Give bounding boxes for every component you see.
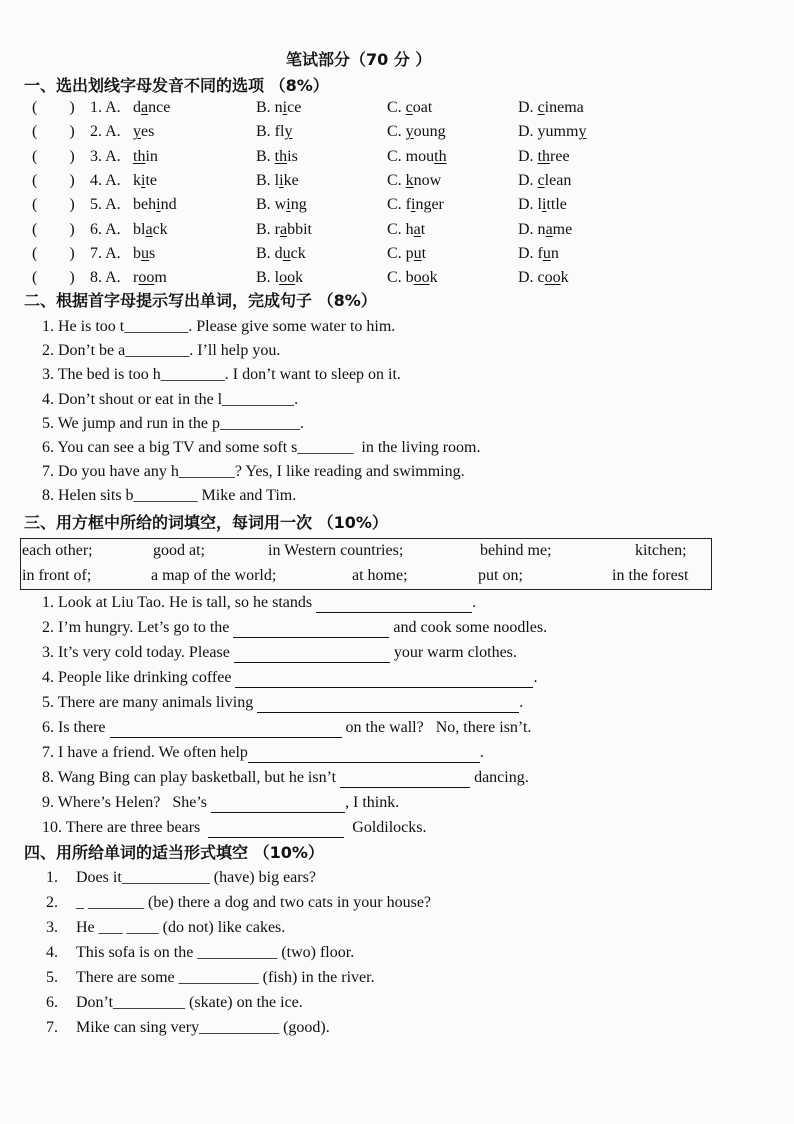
page-title: 笔试部分（70 分 ）: [286, 50, 432, 69]
option-b: B. rabbit: [256, 220, 312, 238]
answer-blank[interactable]: [235, 671, 533, 688]
answer-blank[interactable]: [211, 796, 345, 813]
option-d: D. yummy: [518, 123, 587, 141]
word-bank-phrase: in Western countries;: [268, 542, 404, 559]
fill-in-sentence: Don’t_________ (skate) on the ice.: [76, 994, 303, 1011]
fill-in-sentence: 3. The bed is too h________. I don’t want to sleep on it.: [42, 366, 401, 384]
fill-in-sentence: Does it___________ (have) big ears?: [76, 869, 316, 886]
question-number: 4. A.: [90, 171, 121, 189]
word-bank-phrase: in front of;: [22, 567, 92, 584]
question-number: 5.: [46, 969, 58, 986]
fill-in-sentence: 1. He is too t________. Please give some water to him.: [42, 318, 396, 335]
option-a: room: [133, 269, 167, 287]
fill-in-sentence: 7. I have a friend. We often help .: [42, 744, 484, 761]
question-number: 1. A.: [90, 99, 121, 116]
question-number: 6.: [46, 994, 58, 1011]
option-a: thin: [133, 147, 158, 165]
answer-paren: ( ): [32, 269, 75, 287]
fill-in-sentence: 4. People like drinking coffee .: [42, 669, 538, 686]
question-number: 2. A.: [90, 123, 121, 141]
word-bank-phrase: good at;: [153, 542, 205, 559]
question-number: 7. A.: [90, 244, 121, 262]
fill-in-sentence: 2. Don’t be a________. I’ll help you.: [42, 342, 281, 360]
fill-in-sentence: Mike can sing very__________ (good).: [76, 1019, 330, 1036]
fill-in-sentence: _ _______ (be) there a dog and two cats in your house?: [76, 894, 432, 911]
fill-in-sentence: He ___ ____ (do not) like cakes.: [76, 919, 286, 936]
word-bank-phrase: kitchen;: [635, 542, 687, 559]
option-b: B. wing: [256, 196, 307, 214]
answer-paren: ( ): [32, 171, 75, 189]
question-number: 3. A.: [90, 147, 121, 165]
question-number: 8. A.: [90, 269, 121, 287]
question-number: 3.: [46, 919, 58, 936]
option-c: C. book: [387, 269, 438, 287]
option-d: D. name: [518, 220, 573, 238]
option-a: behind: [133, 196, 177, 214]
answer-blank[interactable]: [234, 646, 390, 663]
section1-heading: 一、选出划线字母发音不同的选项 （8%）: [24, 76, 329, 95]
fill-in-sentence: 1. Look at Liu Tao. He is tall, so he stands .: [42, 594, 477, 611]
answer-blank[interactable]: [248, 746, 480, 763]
option-c: C. hat: [387, 220, 426, 238]
answer-blank[interactable]: [110, 721, 342, 738]
option-c: C. finger: [387, 196, 444, 214]
option-a: black: [133, 220, 168, 238]
section3-heading: 三、用方框中所给的词填空，每词用一次 （10%）: [24, 513, 388, 532]
fill-in-sentence: 3. It’s very cold today. Please your warm clothes.: [42, 644, 517, 661]
fill-in-sentence: This sofa is on the __________ (two) floor.: [76, 944, 355, 961]
option-b: B. this: [256, 147, 298, 165]
answer-paren: ( ): [32, 147, 75, 165]
word-bank-phrase: put on;: [478, 567, 523, 584]
option-d: D. fun: [518, 244, 559, 262]
option-d: D. clean: [518, 171, 572, 189]
option-b: B. look: [256, 269, 304, 287]
option-c: C. know: [387, 171, 442, 189]
option-b: B. fly: [256, 123, 293, 141]
section4-heading: 四、用所给单词的适当形式填空 （10%）: [24, 843, 324, 862]
question-number: 6. A.: [90, 220, 121, 238]
option-c: C. mouth: [387, 147, 447, 165]
question-number: 7.: [46, 1019, 58, 1036]
answer-blank[interactable]: [316, 596, 472, 613]
word-bank-phrase: in the forest: [612, 567, 689, 584]
fill-in-sentence: 6. Is there on the wall? No, there isn’t.: [42, 719, 532, 736]
answer-paren: ( ): [32, 123, 75, 141]
answer-paren: ( ): [32, 220, 75, 238]
option-b: B. like: [256, 171, 299, 189]
fill-in-sentence: 6. You can see a big TV and some soft s_______ in the living room.: [42, 439, 481, 456]
option-d: D. cinema: [518, 99, 584, 116]
answer-paren: ( ): [32, 244, 75, 262]
fill-in-sentence: 2. I’m hungry. Let’s go to the and cook some noodles.: [42, 619, 548, 636]
fill-in-sentence: 7. Do you have any h_______? Yes, I like reading and swimming.: [42, 463, 465, 481]
fill-in-sentence: 4. Don’t shout or eat in the l_________.: [42, 390, 299, 408]
fill-in-sentence: 8. Wang Bing can play basketball, but he isn’t dancing.: [42, 769, 529, 786]
question-number: 5. A.: [90, 196, 121, 214]
question-number: 1.: [46, 869, 58, 886]
answer-blank[interactable]: [340, 771, 470, 788]
word-bank-phrase: a map of the world;: [151, 567, 277, 584]
section2-heading: 二、根据首字母提示写出单词，完成句子 （8%）: [24, 291, 377, 310]
fill-in-sentence: 9. Where’s Helen? She’s , I think.: [42, 794, 400, 811]
option-c: C. young: [387, 123, 446, 141]
option-a: yes: [133, 123, 155, 141]
option-d: D. little: [518, 196, 567, 214]
fill-in-sentence: 10. There are three bears Goldilocks.: [42, 819, 427, 836]
answer-blank[interactable]: [233, 621, 389, 638]
option-b: B. duck: [256, 244, 306, 262]
fill-in-sentence: 5. We jump and run in the p__________.: [42, 414, 304, 432]
answer-blank[interactable]: [257, 696, 519, 713]
fill-in-sentence: There are some __________ (fish) in the river.: [76, 969, 375, 986]
option-d: D. cook: [518, 269, 569, 287]
question-number: 2.: [46, 894, 58, 911]
question-number: 4.: [46, 944, 58, 961]
answer-blank[interactable]: [208, 821, 344, 838]
option-d: D. three: [518, 147, 570, 165]
word-bank-phrase: each other;: [22, 542, 93, 559]
word-bank-phrase: behind me;: [480, 542, 552, 559]
fill-in-sentence: 5. There are many animals living .: [42, 694, 524, 711]
word-bank-phrase: at home;: [352, 567, 408, 584]
fill-in-sentence: 8. Helen sits b________ Mike and Tim.: [42, 487, 297, 505]
option-a: dance: [133, 99, 171, 116]
answer-paren: ( ): [32, 196, 75, 214]
answer-paren: ( ): [32, 99, 75, 116]
option-c: C. put: [387, 244, 427, 262]
option-a: kite: [133, 171, 157, 189]
option-c: C. coat: [387, 99, 433, 116]
option-b: B. nice: [256, 99, 302, 116]
option-a: bus: [133, 244, 156, 262]
